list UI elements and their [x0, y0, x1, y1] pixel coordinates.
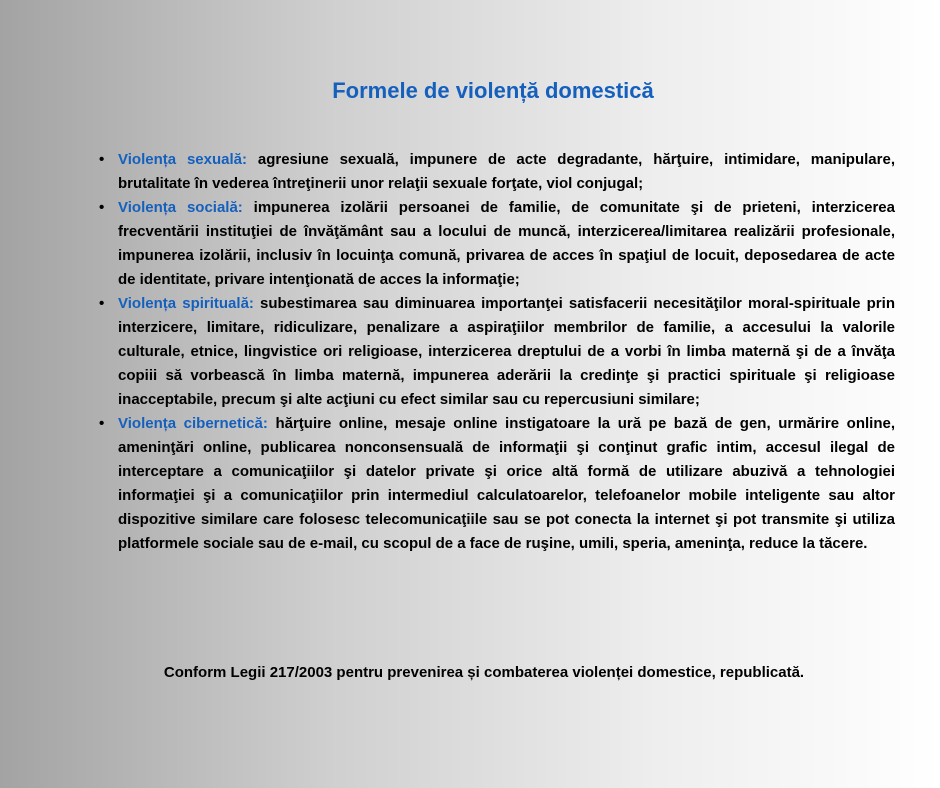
violence-forms-list	[96, 148, 895, 556]
list-item-term: Violența sexuală:	[118, 151, 247, 168]
list-item-term: Violența cibernetică:	[118, 415, 268, 432]
list-item-spiritual-violence	[96, 292, 895, 412]
list-item-term: Violența socială:	[118, 199, 243, 216]
list-item-social-violence	[96, 196, 895, 292]
bullet-icon: •	[99, 295, 105, 312]
page-title: Formele de violență domestică	[332, 78, 654, 103]
legal-reference: Conform Legii 217/2003 pentru prevenirea și combaterea violenței domestice, republicată.	[163, 664, 805, 681]
list-item-text: subestimarea sau diminuarea importanţei satisfacerii necesităţilor moral-spirituale prin interzicere, limitare, ridiculizare, penalizare a aspiraţiilor membrilor de familie, a accesului la valorile culturale, etnice, lingvistice ori religioase, interzicerea dreptului de a vorbi în limba maternă şi de a învăţa copiii să vorbească în limba maternă, impunerea aderării la credinţe şi practici spirituale şi religioase inacceptabile, precum şi alte acţiuni cu efect similar sau cu repercusiuni similare;	[118, 295, 895, 408]
list-item-text: agresiune sexuală, impunere de acte degradante, hărţuire, intimidare, manipulare, brutalitate în vederea întreţinerii unor relaţii sexuale forţate, viol conjugal;	[118, 151, 895, 192]
bullet-icon: •	[99, 415, 105, 432]
list-item-text: hărţuire online, mesaje online instigatoare la ură pe bază de gen, urmărire online, ameninţări online, publicarea nonconsensuală de informaţii şi conţinut grafic intim, accesul ilegal de interceptare a comunicaţiilor şi datelor private şi orice altă formă de utilizare abuzivă a tehnologiei informaţiei şi a comunicaţiilor prin intermediul calculatoarelor, telefoanelor mobile inteligente sau altor dispozitive similare care folosesc telecomunicaţiile sau se pot conecta la internet şi pot transmite şi utiliza platformele sociale sau de e-mail, cu scopul de a face de ruşine, umili, speria, ameninţa, reduce la tăcere.	[118, 415, 896, 552]
bullet-icon: •	[99, 151, 105, 168]
list-item-text: impunerea izolării persoanei de familie, de comunitate şi de prieteni, interzicerea frecventării instituţiei de învăţământ sau a locului de muncă, interzicerea/limitarea realizării profesionale, impunerea izolării, inclusiv în locuinţa comună, privarea de acces în spaţiul de locuit, deposedarea de acte de identitate, privare intenţionată de acces la informaţie;	[118, 199, 895, 288]
list-item-term: Violența spirituală:	[118, 295, 254, 312]
list-item-sexual-violence	[96, 148, 895, 196]
bullet-icon: •	[99, 199, 105, 216]
list-item-cyber-violence	[96, 412, 895, 556]
